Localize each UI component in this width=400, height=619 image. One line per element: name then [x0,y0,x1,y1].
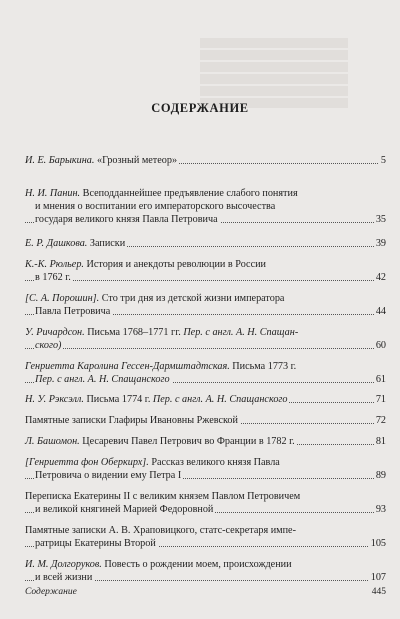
toc-entry[interactable] [25,456,386,482]
toc-title-continued: ского) [35,340,62,351]
toc-translator: Пер. с англ. А. Н. Спащанского [152,394,288,405]
toc-page-number: 107 [370,572,386,583]
running-head: Содержание [25,587,77,597]
toc-entry[interactable] [25,558,386,584]
toc-title-continued: ратрицы Екатерины Второй [35,538,156,549]
toc-author: Н. И. Панин. [25,188,81,199]
toc-author: Генриетта Каролина Гессен-Дармштадтская. [25,361,230,372]
toc-title-continued: государя великого князя Павла Петровича [35,214,218,225]
toc-author: К.-К. Рюльер. [25,259,84,270]
toc-title: Письма 1773 г. [232,361,297,372]
toc-title: Памятные записки А. В. Храповицкого, статс-секретаря импе- [25,525,296,536]
toc-author: [Генриетта фон Оберкирх]. [25,457,149,468]
toc-title-continued: Петровича о видении ему Петра I [35,470,182,481]
toc-page-number: 61 [375,374,386,385]
toc-author: У. Ричардсон. [25,327,85,338]
page-title: СОДЕРЖАНИЕ [151,101,249,115]
toc-entry[interactable] [25,292,386,318]
toc-title: Цесаревич Павел Петрович во Франции в 1782 г. [82,436,295,447]
toc-entry[interactable] [25,237,386,250]
toc-page-number: 44 [375,306,386,317]
toc-page-number: 5 [380,155,386,166]
page-footer [25,587,386,597]
toc-author: Н. У. Рэксэлл. [25,394,84,405]
toc-title: Памятные записки Глафиры Ивановны Ржевской [25,415,238,426]
toc-page-number: 71 [375,394,386,405]
toc-page-number: 60 [375,340,386,351]
toc-page-number: 93 [375,504,386,515]
toc-page-number: 89 [375,470,386,481]
toc-title: Переписка Екатерины II с великим князем Павлом Петровичем [25,491,301,502]
toc-entry[interactable] [25,414,386,427]
toc-translator: Пер. с англ. А. Н. Спащан- [183,327,299,338]
toc-title: Рассказ великого князя Павла [151,457,280,468]
toc-title: Письма 1774 г. [86,394,151,405]
toc-page-number: 105 [370,538,386,549]
toc-title: История и анекдоты революции в России [86,259,266,270]
page-number: 445 [371,587,386,597]
toc-entry[interactable] [25,490,386,516]
toc-title-continued: и всей жизни [35,572,93,583]
toc-author: [С. А. Порошин]. [25,293,100,304]
toc-author: Е. Р. Дашкова. [25,238,88,249]
toc-author: И. М. Долгоруков. [25,559,102,570]
bleed-through-text [200,38,390,110]
toc-author: Л. Башомон. [25,436,80,447]
toc-entry[interactable] [25,435,386,448]
toc-title: Сто три дня из детской жизни императора [101,293,285,304]
toc-page-number: 81 [375,436,386,447]
toc-title: «Грозный метеор» [96,155,178,166]
toc-title-continued: Павла Петровича [35,306,111,317]
toc-page-number: 39 [375,238,386,249]
toc-author: И. Е. Барыкина. [25,155,95,166]
toc-entry[interactable] [25,360,386,386]
toc-entry[interactable] [25,187,386,226]
toc-title-continued: и великой княгиней Марией Федоровной [35,504,214,515]
toc-entry[interactable] [25,154,386,167]
toc-entry[interactable] [25,326,386,352]
toc-entry[interactable] [25,393,386,406]
toc-entry[interactable] [25,258,386,284]
toc-title-continued: в 1762 г. [35,272,71,283]
toc-translator: Пер. с англ. А. Н. Спащанского [35,374,170,385]
toc-entry[interactable] [25,524,386,550]
toc-page-number: 35 [375,214,386,225]
toc-title: Повесть о рождении моем, происхождении [104,559,292,570]
toc-title-continued: и мнения о воспитании его императорского высочества [35,201,276,212]
toc-page-number: 72 [375,415,386,426]
toc-title: Всеподданнейшее предъявление слабого понятия [82,188,298,199]
toc-title: Письма 1768–1771 гг. [87,327,181,338]
toc-title: Записки [89,238,126,249]
toc-page-number: 42 [375,272,386,283]
